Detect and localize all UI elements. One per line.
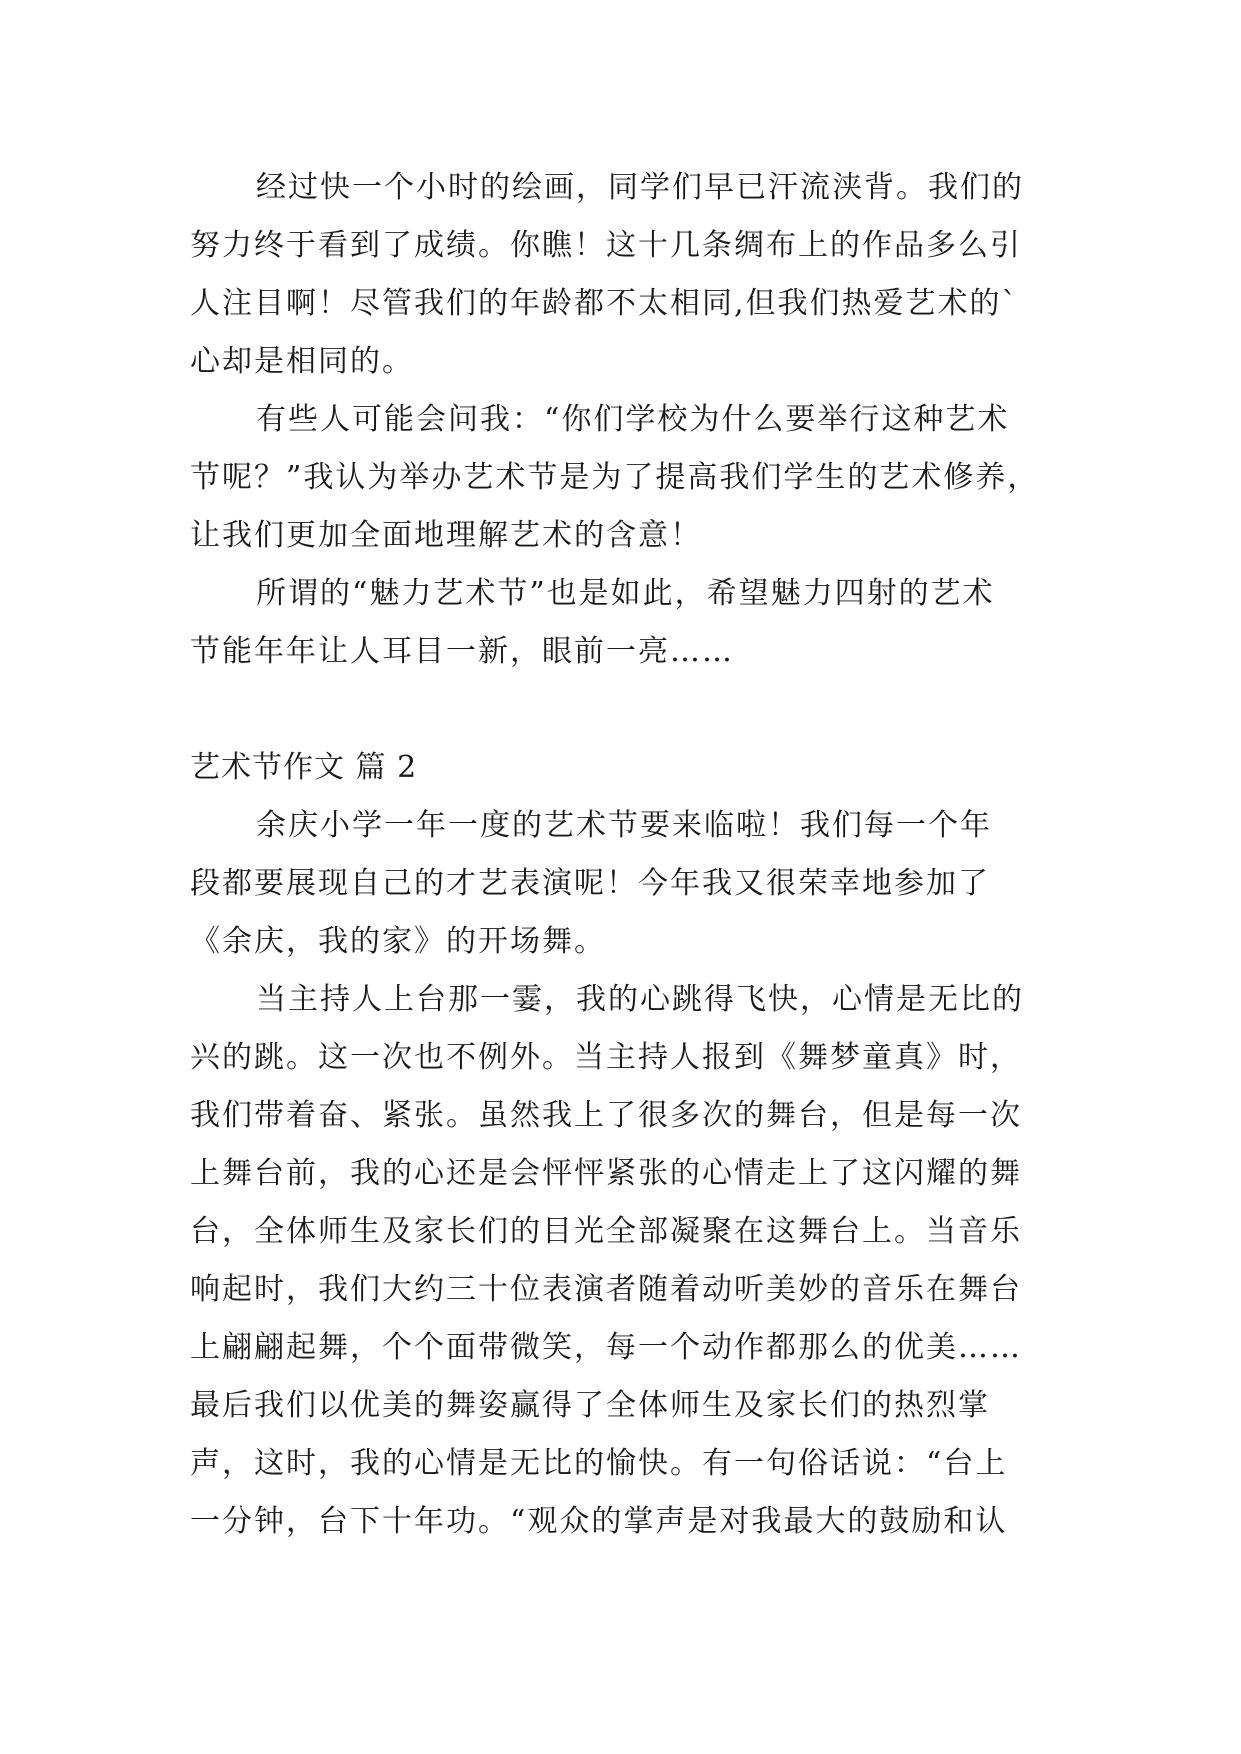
paragraph-line: 最后我们以优美的舞姿赢得了全体师生及家长们的热烈掌 [190,1388,990,1423]
paragraph-line: 余庆小学一年一度的艺术节要来临啦！我们每一个年 [256,808,992,843]
paragraph-line: 上舞台前，我的心还是会怦怦紧张的心情走上了这闪耀的舞 [190,1156,1022,1191]
paragraph-line: 心却是相同的。 [190,344,414,379]
paragraph-line: 一分钟，台下十年功。“观众的掌声是对我最大的鼓励和认 [190,1504,1008,1539]
paragraph-line: 段都要展现自己的才艺表演呢！今年我又很荣幸地参加了 [190,866,990,901]
paragraph-line: 节能年年让人耳目一新，眼前一亮…… [190,634,734,669]
paragraph-line: 我们带着奋、紧张。虽然我上了很多次的舞台，但是每一次 [190,1098,1022,1133]
paragraph-line: 《余庆，我的家》的开场舞。 [190,924,606,959]
paragraph-line: 响起时，我们大约三十位表演者随着动听美妙的音乐在舞台 [190,1272,1022,1307]
paragraph-line: 当主持人上台那一霎，我的心跳得飞快，心情是无比的 [256,982,1024,1017]
paragraph-line: 让我们更加全面地理解艺术的含意！ [190,518,702,553]
paragraph-line: 有些人可能会问我：“你们学校为什么要举行这种艺术 [256,402,1010,437]
paragraph-line: 所谓的“魅力艺术节”也是如此，希望魅力四射的艺术 [256,576,995,611]
paragraph-line: 声，这时，我的心情是无比的愉快。有一句俗话说：“台上 [190,1446,1008,1481]
paragraph-line: 人注目啊！尽管我们的年龄都不太相同,但我们热爱艺术的` [190,286,1019,321]
paragraph-line: 节呢？”我认为举办艺术节是为了提高我们学生的艺术修养， [190,460,1040,495]
section-heading: 艺术节作文 篇 2 [190,750,418,785]
paragraph-line: 经过快一个小时的绘画，同学们早已汗流浃背。我们的 [256,170,1024,205]
paragraph-line: 努力终于看到了成绩。你瞧！这十几条绸布上的作品多么引 [190,228,1022,263]
paragraph-line: 台，全体师生及家长们的目光全部凝聚在这舞台上。当音乐 [190,1214,1022,1249]
paragraph-line: 上翩翩起舞，个个面带微笑，每一个动作都那么的优美…… [190,1330,1022,1365]
paragraph-line: 兴的跳。这一次也不例外。当主持人报到《舞梦童真》时， [190,1040,1022,1075]
